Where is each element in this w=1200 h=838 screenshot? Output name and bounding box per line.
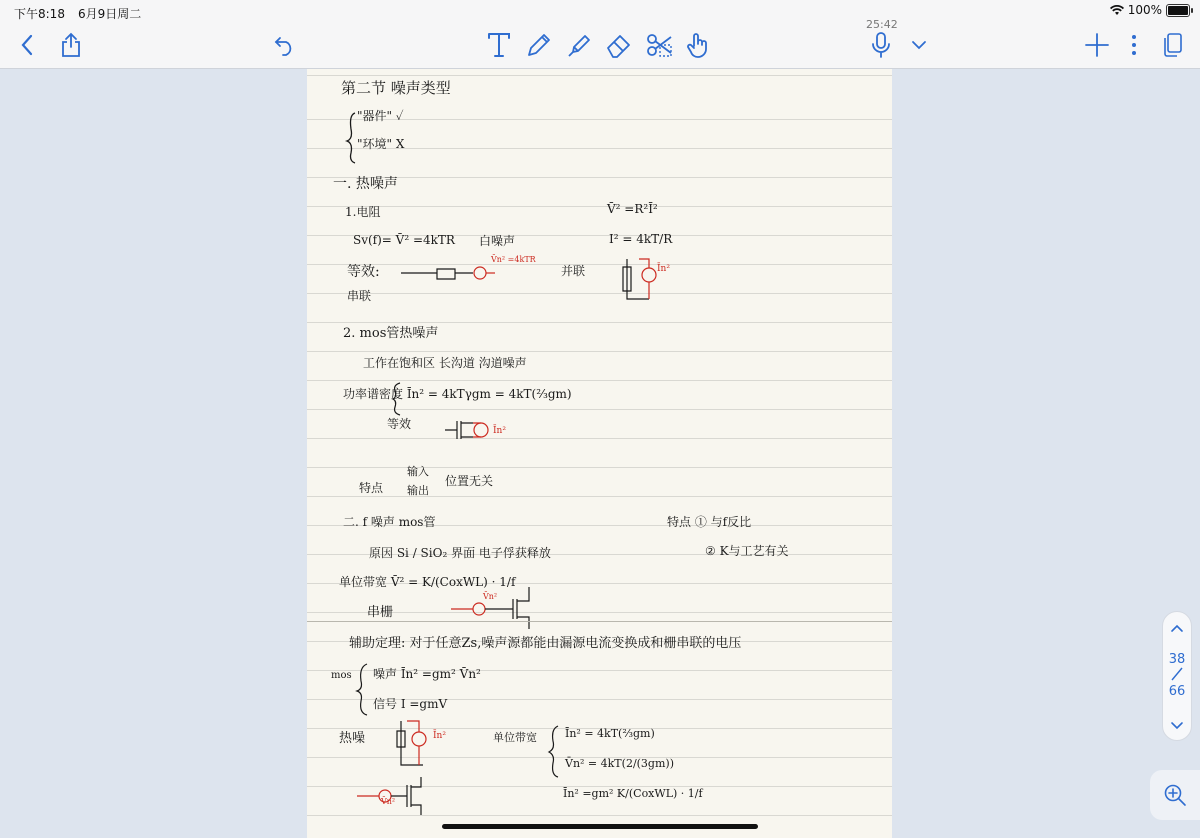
note-formula: 信号 I =gmV: [373, 697, 448, 711]
note-formula: 单位带宽 V̄² = K/(CoxWL) · 1/f: [339, 575, 516, 589]
chevron-down-icon: [911, 40, 927, 50]
note-formula: I² = 4kT/R: [609, 232, 673, 246]
lasso-icon: [645, 31, 675, 59]
red-annotation: V̄n² =4kTR: [491, 255, 536, 264]
back-icon: [20, 34, 34, 56]
red-annotation: Īn²: [657, 264, 670, 274]
note-line: 输出: [407, 484, 429, 497]
undo-button[interactable]: [268, 28, 302, 62]
recording-timer: 25:42: [866, 18, 898, 31]
section-mos-thermal: 2. mos管热噪声: [343, 326, 439, 341]
microphone-icon: [870, 31, 892, 59]
note-page[interactable]: [307, 69, 892, 838]
pen-icon: [525, 31, 553, 59]
pages-icon: [1163, 33, 1183, 57]
ink-drawings: [307, 69, 892, 838]
status-date: 6月9日周二: [78, 7, 142, 21]
note-line: 等效:: [347, 264, 380, 280]
zoom-in-icon: [1163, 783, 1187, 807]
pages-button[interactable]: [1156, 28, 1190, 62]
note-formula: V̄² =R²Ī²: [607, 202, 658, 216]
home-indicator[interactable]: [442, 824, 758, 829]
lasso-tool-button[interactable]: [643, 28, 677, 62]
more-button[interactable]: [1117, 28, 1151, 62]
wifi-icon: [1110, 5, 1124, 16]
note-formula: Īn² = 4kT(⅔gm): [565, 727, 655, 740]
note-line: "器件" ✓: [357, 109, 404, 123]
note-line: 单位带宽: [493, 731, 537, 744]
share-icon: [60, 32, 82, 58]
page-down-button[interactable]: [1170, 715, 1184, 734]
note-line: 等效: [387, 417, 412, 431]
note-formula: Sv(f)= V̄² =4kTR: [353, 233, 455, 247]
pen-tool-button[interactable]: [522, 28, 556, 62]
note-line: 位置无关: [445, 474, 494, 488]
note-formula: 噪声 Īn² =gm² V̄n²: [373, 667, 481, 681]
battery-icon: [1166, 4, 1190, 17]
record-options-button[interactable]: [902, 28, 936, 62]
note-formula: V̄n² = 4kT(2/(3gm)): [565, 757, 674, 770]
heading-noise-types: 第二节 噪声类型: [341, 79, 451, 97]
battery-percent: 100%: [1127, 3, 1162, 17]
note-line: 特点: [359, 481, 384, 495]
auxiliary-theorem: 辅助定理: 对于任意Zs,噪声源都能由漏源电流变换成和栅串联的电压: [349, 636, 742, 651]
zoom-button[interactable]: [1150, 770, 1200, 820]
chevron-up-icon: [1170, 624, 1184, 633]
note-line: 工作在饱和区 长沟道 沟道噪声: [363, 356, 527, 370]
chevron-down-icon: [1170, 721, 1184, 730]
hand-tool-button[interactable]: [682, 28, 716, 62]
current-page: 38: [1168, 651, 1186, 667]
highlighter-icon: [565, 31, 593, 59]
note-line: 白噪声: [479, 234, 516, 248]
note-line: 原因 Si / SiO₂ 界面 电子俘获释放: [369, 546, 551, 560]
undo-icon: [274, 34, 296, 56]
note-line: 1.电阻: [345, 205, 381, 219]
note-line: 特点 ① 与f反比: [667, 515, 752, 529]
red-annotation: V̄n²: [483, 592, 498, 601]
back-button[interactable]: [10, 28, 44, 62]
note-formula: Īn² =gm² K/(CoxWL) · 1/f: [563, 787, 703, 800]
page-break: [307, 621, 892, 622]
note-line: 输入: [407, 465, 429, 478]
highlighter-tool-button[interactable]: [562, 28, 596, 62]
note-line: "环境" X: [357, 137, 405, 151]
eraser-tool-button[interactable]: [602, 28, 636, 62]
add-button[interactable]: [1080, 28, 1114, 62]
status-time: 下午8:18: [14, 7, 65, 21]
note-line: mos: [331, 670, 352, 681]
page-up-button[interactable]: [1170, 618, 1184, 637]
red-annotation: Īn²: [493, 426, 506, 436]
add-icon: [1085, 33, 1109, 57]
note-line: 热噪: [339, 731, 366, 746]
note-line: ② K与工艺有关: [705, 544, 789, 558]
slash-icon: [1170, 667, 1184, 681]
hand-icon: [685, 31, 713, 59]
record-button[interactable]: [864, 28, 898, 62]
note-line: 串联: [347, 289, 372, 303]
text-tool-icon: [486, 31, 512, 59]
red-annotation: Īn²: [433, 731, 446, 741]
toolbar: [0, 0, 1200, 69]
note-formula: 功率谱密度 Īn² = 4kTγgm = 4kT(⅔gm): [343, 387, 572, 401]
red-annotation: V̄n²: [381, 797, 396, 806]
status-indicators: [1110, 3, 1190, 17]
share-button[interactable]: [54, 28, 88, 62]
section-flicker-noise: 二. f 噪声 mos管: [343, 515, 436, 529]
eraser-icon: [605, 31, 633, 59]
total-pages: 66: [1168, 684, 1186, 700]
more-icon: [1131, 34, 1137, 56]
text-tool-button[interactable]: [482, 28, 516, 62]
section-thermal-noise: 一. 热噪声: [333, 176, 398, 192]
note-line: 并联: [561, 264, 586, 278]
page-navigator: [1162, 611, 1192, 741]
note-line: 串栅: [367, 605, 394, 620]
page-indicator: [1169, 653, 1186, 700]
